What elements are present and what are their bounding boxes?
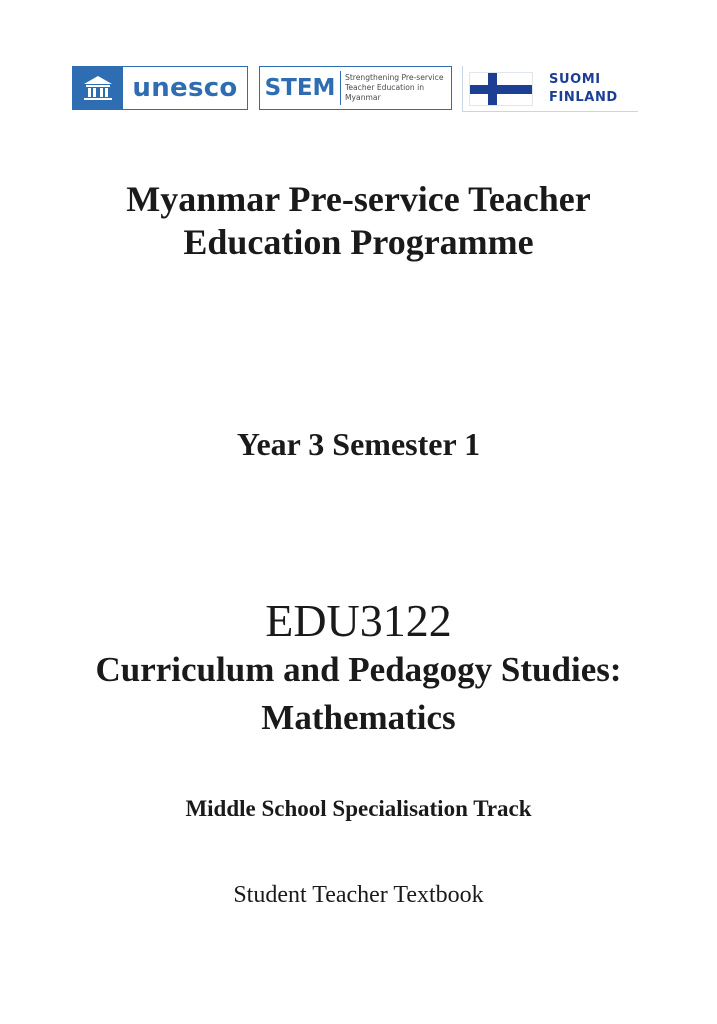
programme-title-line1: Myanmar Pre-service Teacher <box>126 179 591 219</box>
finland-wordmark-line2: FINLAND <box>549 89 618 105</box>
course-code: EDU3122 <box>265 595 452 646</box>
finland-logo <box>462 66 638 112</box>
textbook-type: Student Teacher Textbook <box>233 882 484 908</box>
unesco-wordmark: unesco <box>132 73 238 103</box>
stem-description: Strengthening Pre-service Teacher Education in Myanmar <box>345 73 444 102</box>
course-title <box>0 646 717 742</box>
finland-flag-icon <box>469 72 533 106</box>
stem-logo <box>259 66 452 110</box>
course-title-line1: Curriculum and Pedagogy Studies: <box>95 650 622 689</box>
specialisation-track: Middle School Specialisation Track <box>185 796 532 821</box>
year-semester: Year 3 Semester 1 <box>236 426 481 462</box>
finland-wordmark <box>549 71 618 107</box>
unesco-logo <box>72 66 248 110</box>
finland-wordmark-line1: SUOMI <box>549 71 601 87</box>
unesco-temple-icon <box>73 67 123 109</box>
stem-divider <box>340 71 341 105</box>
programme-title-line2: Education Programme <box>183 222 534 262</box>
programme-title <box>0 178 717 264</box>
partner-logos <box>72 66 638 112</box>
stem-wordmark: STEM <box>264 75 336 101</box>
course-title-line2: Mathematics <box>261 698 456 737</box>
